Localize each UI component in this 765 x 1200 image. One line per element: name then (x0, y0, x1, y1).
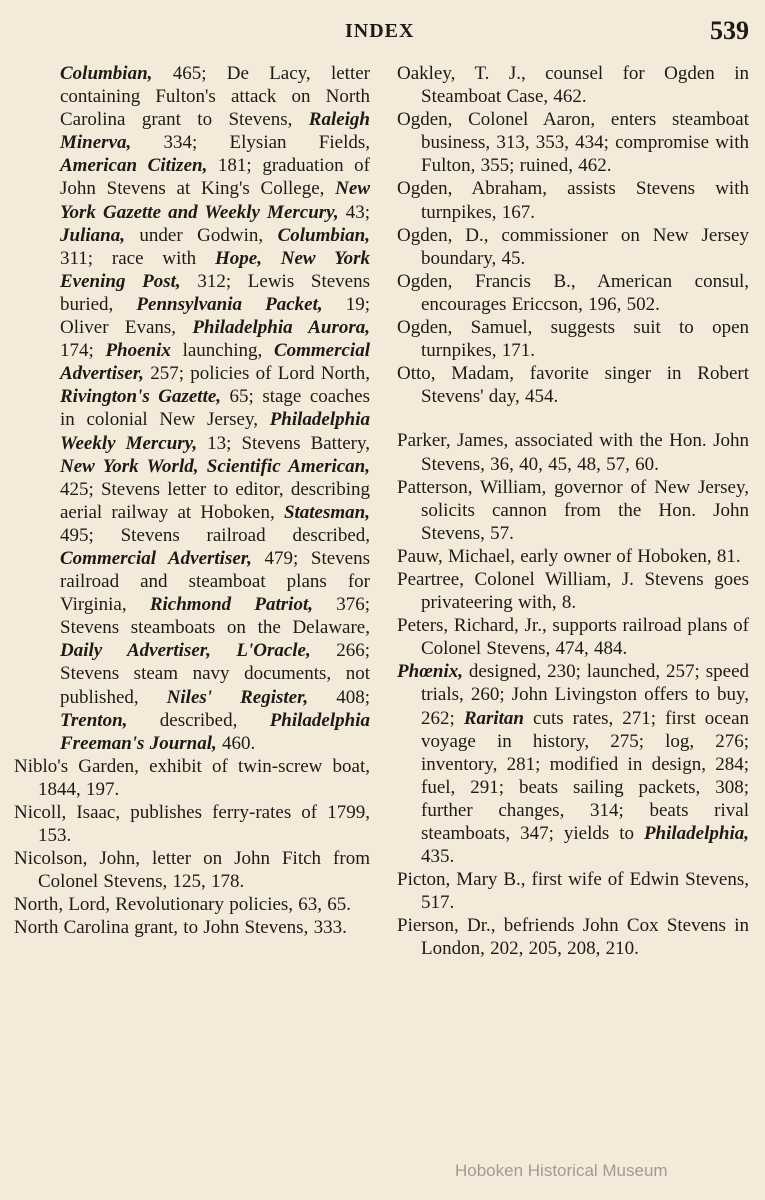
entry-text: cuts rates, 271; first ocean voyage in history, 275; log, 276; inventory, 281; modified in design, 284; fuel, 291; beats sailing packets, 308; further changes, 314; beats rival steamboats, 347; yields to (421, 707, 750, 844)
entry-text: 174; (60, 340, 106, 362)
index-entry-list (397, 868, 749, 960)
index-entry: Parker, James, associated with the Hon. John Stevens, 36, 40, 45, 48, 57, 60. (397, 430, 749, 475)
page-number: 539 (710, 16, 749, 45)
source-title: Raleigh Minerva, (60, 109, 370, 154)
entry-text: 19; Oliver Evans, (60, 293, 371, 339)
entry-text: 376; Stevens steamboats on the Delaware, (60, 594, 371, 639)
source-title: Columbian, (277, 224, 370, 246)
entry-text: designed, 230; launched, 257; speed trials, 260; John Livingston offers to buy, 262; (421, 661, 749, 729)
entry-text: 266; Stevens steam navy documents, not published, (60, 640, 370, 708)
entry-text: 465; De Lacy, letter containing Fulton's attack on North Carolina grant to Stevens, (60, 63, 370, 131)
entry-text: 479; Stevens railroad and steamboat plans for Virginia, (60, 547, 370, 616)
watermark: Hoboken Historical Museum (455, 1161, 668, 1180)
index-entry (397, 660, 749, 868)
entry-text: 312; Lewis Stevens buried, (60, 270, 370, 315)
index-entry: Picton, Mary B., first wife of Edwin Stevens, 517. (397, 869, 749, 914)
index-entry: Peartree, Colonel William, J. Stevens goes privateering with, 8. (397, 568, 749, 614)
index-entry: Pierson, Dr., befriends John Cox Stevens in London, 202, 205, 208, 210. (397, 915, 749, 960)
source-title: Statesman, (283, 501, 370, 523)
source-title: Juliana, (60, 224, 125, 246)
index-entry: Peters, Richard, Jr., supports railroad plans of Colonel Stevens, 474, 484. (397, 615, 749, 660)
index-entry: Ogden, Abraham, assists Stevens with turnpikes, 167. (397, 178, 749, 223)
source-title: Niles' Register, (166, 686, 309, 708)
index-entry: Oakley, T. J., counsel for Ogden in Steamboat Case, 462. (397, 63, 749, 108)
source-title: Raritan (463, 707, 525, 729)
entry-text: 425; Stevens letter to editor, describing aerial railway at Hoboken, (60, 478, 370, 523)
entry-text: described, (127, 709, 270, 731)
page-title: INDEX (345, 20, 415, 42)
entry-text: 495; Stevens railroad described, (60, 524, 370, 546)
index-entry: Ogden, Francis B., American consul, encourages Ericcson, 196, 502. (397, 270, 749, 315)
source-title: Commercial Advertiser, (60, 547, 252, 569)
entry-text: 460. (216, 732, 256, 754)
source-title: New York World, Scientific American, (60, 455, 370, 477)
source-title: Phœnix, (397, 661, 463, 683)
entry-text: 257; policies of Lord North, (143, 363, 370, 385)
index-entry: Patterson, William, governor of New Jersey, solicits cannon from the Hon. John Stevens, 57. (397, 476, 749, 544)
index-entry: North, Lord, Revolutionary policies, 63, 65. (14, 894, 352, 916)
entry-text: launching, (170, 340, 274, 362)
index-entry: Ogden, D., commissioner on New Jersey boundary, 45. (397, 224, 749, 269)
entry-text: 181; graduation of John Stevens at King's College, (60, 155, 371, 200)
index-entry: Ogden, Colonel Aaron, enters steamboat business, 313, 353, 434; compromise with Fulton, 355; ruined, 462. (397, 109, 749, 177)
page-header (0, 14, 765, 50)
index-column-left (14, 62, 370, 940)
entry-text: 435. (421, 846, 455, 868)
entry-text: under Godwin, (124, 224, 278, 246)
index-entry-list (14, 755, 370, 940)
source-title: Pennsylvania Packet, (136, 293, 323, 315)
entry-text: 13; Stevens Battery, (197, 432, 371, 454)
index-entry: Nicoll, Isaac, publishes ferry-rates of 1799, 153. (14, 802, 370, 847)
source-title: Commercial Advertiser, (60, 340, 370, 385)
index-entry-continuation (14, 62, 370, 755)
entry-text: 408; (308, 686, 370, 708)
source-title: New York Gazette and Weekly Mercury, (60, 178, 370, 223)
source-title: Rivington's Gazette, (60, 386, 222, 408)
entry-text: 311; race with (60, 247, 215, 269)
source-title: Trenton, (60, 709, 128, 731)
index-entry: Nicolson, John, letter on John Fitch from Colonel Stevens, 125, 178. (14, 848, 370, 893)
source-title: Daily Advertiser, L'Oracle, (60, 640, 311, 662)
index-entry: Otto, Madam, favorite singer in Robert Stevens' day, 454. (397, 363, 749, 408)
source-title: Philadelphia Freeman's Journal, (60, 709, 370, 754)
index-entry: Pauw, Michael, early owner of Hoboken, 81. (397, 545, 741, 567)
section-gap (397, 408, 749, 429)
source-title: Columbian, (60, 63, 153, 84)
source-title: Philadelphia Weekly Mercury, (60, 409, 370, 454)
entry-text: 65; stage coaches in colonial New Jersey, (60, 386, 370, 431)
source-title: Phoenix (105, 340, 171, 362)
index-column-right (397, 62, 749, 961)
source-title: American Citizen, (60, 155, 208, 177)
index-entry: Niblo's Garden, exhibit of twin-screw boat, 1844, 197. (14, 755, 370, 800)
index-entry: North Carolina grant, to John Stevens, 333. (14, 917, 347, 939)
source-title: Richmond Patriot, (149, 594, 313, 616)
index-entry-list (397, 62, 749, 408)
source-title: Philadelphia, (643, 823, 749, 844)
entry-text: 43; (338, 201, 371, 223)
source-title: Hope, New York Evening Post, (60, 247, 370, 292)
entry-text: 334; Elysian Fields, (131, 132, 370, 154)
index-entry-list (397, 429, 749, 660)
source-title: Philadelphia Aurora, (192, 317, 370, 339)
index-entry: Ogden, Samuel, suggests suit to open turnpikes, 171. (397, 317, 749, 362)
